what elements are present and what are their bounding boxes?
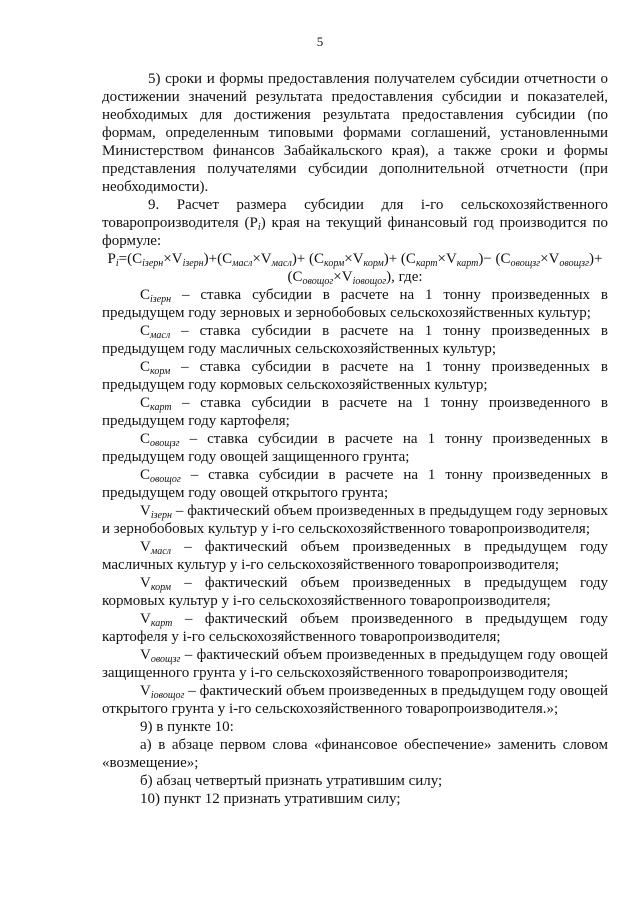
formula-sub: масл — [271, 258, 292, 269]
formula-symbol: V — [352, 251, 364, 267]
amendment-item: а) в абзаце первом слова «финансовое обеспечение» заменить словом «возмещение»; — [102, 737, 608, 771]
formula-sub: карт — [456, 258, 479, 269]
definition-symbol: С — [140, 467, 151, 483]
definition-symbol: V — [140, 611, 151, 627]
definition-sub: овощзг — [150, 654, 181, 665]
formula-symbol: C — [500, 251, 511, 267]
definition-symbol: V — [140, 575, 151, 591]
definition-sub: iовощог — [150, 690, 185, 701]
definition-item — [102, 610, 608, 646]
formula-sub: овощог — [302, 276, 334, 287]
page-number: 5 — [316, 34, 324, 49]
formula-sub: iовощог — [352, 276, 387, 287]
definition-text: – ставка субсидии в расчете на 1 тонну произведенных в предыдущем году овощей защищенного грунта; — [102, 431, 608, 465]
definition-sub: карт — [150, 402, 172, 413]
definition-text: – фактический объем произведенных в предыдущем году масличных культур у i-го сельскохозяйственного товаропроизводителя; — [102, 539, 608, 573]
formula-op: )+( — [203, 251, 223, 267]
definition-item — [102, 286, 608, 322]
definition-item — [102, 646, 608, 682]
definition-sub: овощзг — [150, 438, 180, 449]
formula-text: ), где: — [386, 269, 423, 285]
definition-item — [102, 430, 608, 466]
formula-line-1 — [102, 250, 608, 268]
formula-symbol: C — [292, 269, 303, 285]
formula-times: × — [333, 269, 342, 285]
definition-sub: масл — [150, 330, 171, 341]
formula-text: ( — [287, 269, 293, 285]
definition-item — [102, 322, 608, 358]
amendment-item: 9) в пункте 10: — [140, 719, 234, 735]
formula-symbol: C — [405, 251, 416, 267]
definition-sub: овощог — [150, 474, 181, 485]
formula-sub: овощзг — [510, 258, 541, 269]
definition-symbol: С — [140, 431, 151, 447]
definition-symbol: С — [140, 323, 151, 339]
formula-sub: карт — [415, 258, 438, 269]
definition-symbol: С — [140, 287, 151, 303]
formula-op: )− ( — [478, 251, 501, 267]
definition-text: – ставка субсидии в расчете на 1 тонну произведенных в предыдущем году овощей открытого грунта; — [102, 467, 608, 501]
definition-sub: корм — [150, 582, 172, 593]
amendments-list — [102, 718, 608, 808]
formula-times: × — [163, 251, 172, 267]
definition-sub: iзерн — [150, 294, 172, 305]
document-body — [102, 70, 608, 808]
formula-sub: масл — [232, 258, 253, 269]
formula-symbol: V — [260, 251, 272, 267]
formula-sub: корм — [324, 258, 345, 269]
formula-symbol: C — [222, 251, 233, 267]
formula-symbol: V — [171, 251, 183, 267]
definitions-list — [102, 286, 608, 718]
formula-text: =( — [118, 251, 133, 267]
formula-op: )+ ( — [383, 251, 406, 267]
formula-op: )+ — [588, 251, 603, 267]
definition-item — [102, 574, 608, 610]
definition-item — [102, 466, 608, 502]
formula-symbol: C — [132, 251, 143, 267]
amendment-item: 10) пункт 12 признать утратившим силу; — [140, 791, 401, 807]
formula-symbol: V — [445, 251, 457, 267]
amendment-item: б) абзац четвертый признать утратившим силу; — [140, 773, 443, 789]
formula-symbol: V — [341, 269, 353, 285]
definition-text: – ставка субсидии в расчете на 1 тонну произведенных в предыдущем году зерновых и зернобобовых сельскохозяйственных культур; — [102, 287, 608, 321]
definition-text: – ставка субсидии в расчете на 1 тонну произведенного в предыдущем году картофеля; — [102, 395, 608, 429]
formula-times: × — [437, 251, 446, 267]
formula-sub: i — [115, 258, 119, 269]
definition-text: – фактический объем произведенных в предыдущем году кормовых культур у i-го сельскохозяйственного товаропроизводителя; — [102, 575, 608, 609]
paragraph-item-9: 9. Расчет размера субсидии для i-го сельскохозяйственного товаропроизводителя $(P_i)$ края на текущий финансовый год производится по формуле: — [102, 197, 608, 249]
definition-sub: масл — [150, 546, 172, 557]
definition-sub: карт — [150, 618, 173, 629]
formula-sub: iзерн — [142, 258, 164, 269]
formula-times: × — [540, 251, 549, 267]
formula-text: P — [107, 251, 116, 267]
formula-symbol: V — [548, 251, 560, 267]
definition-item — [102, 394, 608, 430]
formula-symbol: C — [314, 251, 325, 267]
definition-text: – фактический объем произведенных в предыдущем году зерновых и зернобобовых культур у i-го сельскохозяйственного товаропроизводителя; — [102, 503, 608, 537]
definition-text: – ставка субсидии в расчете на 1 тонну произведенных в предыдущем году масличных сельскохозяйственных культур; — [102, 323, 608, 357]
definition-symbol: С — [140, 359, 151, 375]
definition-text: – ставка субсидии в расчете на 1 тонну произведенных в предыдущем году кормовых сельскохозяйственных культур; — [102, 359, 608, 393]
formula-sub: овощзг — [559, 258, 589, 269]
definition-text: – фактический объем произведенных в предыдущем году овощей защищенного грунта у i-го сельскохозяйственного товаропроизводителя; — [102, 647, 608, 681]
definition-sub: iзерн — [150, 510, 172, 521]
formula-times: × — [252, 251, 261, 267]
definition-item — [102, 682, 608, 718]
definition-sub: корм — [150, 366, 171, 377]
definition-symbol: С — [140, 395, 151, 411]
formula-line-2 — [102, 268, 608, 286]
formula-op: )+ ( — [291, 251, 315, 267]
definition-symbol: V — [140, 539, 151, 555]
definition-item — [102, 538, 608, 574]
definition-item — [102, 358, 608, 394]
formula-sub: iзерн — [182, 258, 204, 269]
definition-text: – фактический объем произведенных в предыдущем году овощей открытого грунта у i-го сельскохозяйственного товаропроизводителя.»; — [102, 683, 608, 717]
definition-item — [102, 502, 608, 538]
formula-times: × — [344, 251, 353, 267]
definition-symbol: V — [140, 503, 151, 519]
paragraph-item-5: 5) сроки и формы предоставления получателем субсидии отчетности о достижении значений результата предоставления субсидии и показателей, необходимых для достижения результата предоставления субсидии (по формам, определенным типовыми формами соглашений, установленными Министерством финансов Забайкальского края), а также сроки и формы представления получателями субсидии дополнительной отчетности (при необходимости). — [102, 71, 608, 195]
definition-text: – фактический объем произведенного в предыдущем году картофеля у i-го сельскохозяйственного товаропроизводителя; — [102, 611, 608, 645]
definition-symbol: V — [140, 647, 151, 663]
formula-sub: корм — [363, 258, 384, 269]
definition-symbol: V — [140, 683, 151, 699]
